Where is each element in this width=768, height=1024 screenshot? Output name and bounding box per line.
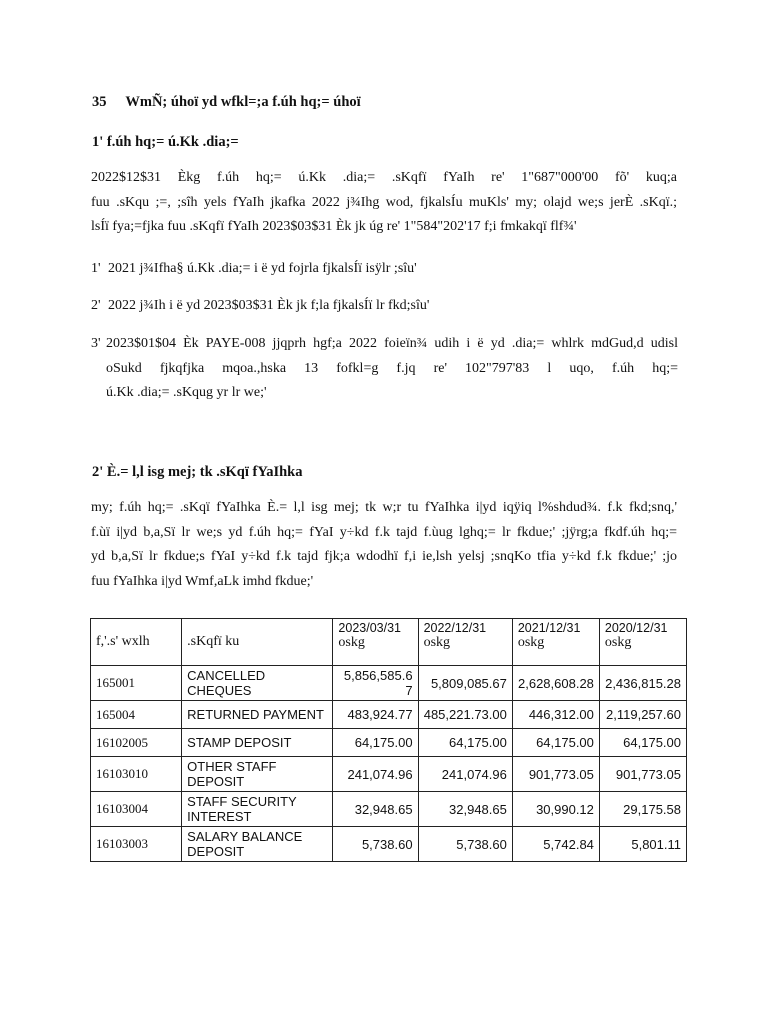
balance-value: 64,175.00 [512, 729, 599, 757]
balance-value: 5,856,585.67 [333, 666, 418, 701]
paragraph-line: my; f.úh hq;= .sKqï fYaIhka È.= l,l isg mej; tk w;r tu fYaIhka i|yd iqÿiq l%shdud¾. f.k fkd;snq,' [91, 500, 677, 515]
list-item-number: 2' [91, 298, 101, 313]
balance-value: 2,436,815.28 [599, 666, 686, 701]
balance-value: 901,773.05 [512, 757, 599, 792]
ledger-number: 165004 [91, 701, 182, 729]
ledger-number: 165001 [91, 666, 182, 701]
list-item-text: 2023$01$04 Èk PAYE-008 jjqprh hgf;a 2022 foieïn¾ udih i ë yd .dia;= whlrk mdGud,d udisl [106, 336, 678, 351]
balance-value: 901,773.05 [599, 757, 686, 792]
subsection-2-paragraph [91, 496, 677, 594]
balance-value: 29,175.58 [599, 792, 686, 827]
balance-value: 64,175.00 [333, 729, 418, 757]
balance-value: 32,948.65 [418, 792, 512, 827]
balance-value: 483,924.77 [333, 701, 418, 729]
header-account-name: .sKqfï ku [182, 619, 333, 666]
list-item [91, 257, 678, 282]
list-item-text: 2021 j¾Ifha§ ú.Kk .dia;= i ë yd fojrla fjkalsÍï isÿlr ;sîu' [108, 261, 417, 276]
table-header-row [91, 619, 687, 666]
balance-value: 5,742.84 [512, 827, 599, 862]
header-date: 2023/03/31 oskg [333, 619, 418, 666]
account-name: SALARY BALANCE DEPOSIT [182, 827, 333, 862]
account-name: STAFF SECURITY INTEREST [182, 792, 333, 827]
table-row [91, 792, 687, 827]
account-name: STAMP DEPOSIT [182, 729, 333, 757]
header-date: 2020/12/31 oskg [599, 619, 686, 666]
section-title: WmÑ; úhoï yd wfkl=;a f.úh hq;= úhoï [125, 94, 361, 110]
balance-value: 485,221.73.00 [418, 701, 512, 729]
account-name: OTHER STAFF DEPOSIT [182, 757, 333, 792]
balances-table [90, 618, 687, 862]
header-date: 2021/12/31 oskg [512, 619, 599, 666]
table-row [91, 666, 687, 701]
balance-value: 5,809,085.67 [418, 666, 512, 701]
list-item-text: ú.Kk .dia;= .sKqug yr lr we;' [106, 385, 267, 400]
ledger-number: 16102005 [91, 729, 182, 757]
account-name: CANCELLED CHEQUES [182, 666, 333, 701]
paragraph-line: f.ùï i|yd b,a,Sï lr we;s yd f.úh hq;= fYaI y÷kd f.k tajd f.ùug lghq;= lr fkdue;' ;jÿrg;a fkdf.úh hq;= [91, 524, 677, 540]
balance-value: 241,074.96 [418, 757, 512, 792]
balance-value: 241,074.96 [333, 757, 418, 792]
table-row [91, 729, 687, 757]
list-item-text: 2022 j¾Ih i ë yd 2023$03$31 Èk jk f;la fjkalsÍï lr fkd;sîu' [108, 298, 430, 313]
balance-value: 64,175.00 [599, 729, 686, 757]
balance-value: 5,801.11 [599, 827, 686, 862]
balance-value: 5,738.60 [418, 827, 512, 862]
balance-value: 2,628,608.28 [512, 666, 599, 701]
balance-value: 30,990.12 [512, 792, 599, 827]
subsection-1-paragraph [91, 166, 677, 240]
table-row [91, 701, 687, 729]
subsection-2-heading: 2' È.= l,l isg mej; tk .sKqï fYaIhka [92, 464, 303, 480]
list-item [91, 294, 678, 319]
account-name: RETURNED PAYMENT [182, 701, 333, 729]
list-item [91, 332, 678, 406]
list-item-text: oSukd fjkqfjka mqoa.,hska 13 fofkl=g f.jq re' 102"797'83 l uqo, f.úh hq;= [106, 360, 678, 376]
balance-value: 64,175.00 [418, 729, 512, 757]
table-row [91, 827, 687, 862]
paragraph-line: fuu fYaIhka i|yd Wmf,aLk imhd fkdue;' [91, 573, 314, 589]
ledger-number: 16103003 [91, 827, 182, 862]
subsection-1-heading: 1' f.úh hq;= ú.Kk .dia;= [92, 134, 239, 150]
paragraph-line: yd b,a,Sï lr fkdue;s fYaI y÷kd f.k tajd fjk;a wdodhï f,i ie,lsh yelsj ;snqKo tfia y÷kd f.k fkdue;' ;jo [91, 549, 677, 564]
paragraph-line: 2022$12$31 Èkg f.úh hq;= ú.Kk .dia;= .sKqfï fYaIh re' 1"687"000'00 fõ' kuq;a [91, 170, 677, 185]
header-ledger-number: f,'.s' wxlh [91, 619, 182, 666]
balance-value: 5,738.60 [333, 827, 418, 862]
ledger-number: 16103010 [91, 757, 182, 792]
list-item-number: 1' [91, 261, 101, 276]
list-item-number: 3' [91, 336, 101, 351]
section-number: 35 [92, 94, 107, 110]
table-row [91, 757, 687, 792]
balance-value: 446,312.00 [512, 701, 599, 729]
header-date: 2022/12/31 oskg [418, 619, 512, 666]
ledger-number: 16103004 [91, 792, 182, 827]
balance-value: 32,948.65 [333, 792, 418, 827]
paragraph-line: lsÍï fya;=fjka fuu .sKqfï fYaIh 2023$03$31 Èk jk úg re' 1"584"202'17 f;i fmkakqï flf¾' [91, 219, 577, 234]
section-heading [92, 94, 361, 111]
balance-value: 2,119,257.60 [599, 701, 686, 729]
paragraph-line: fuu .sKqu ;=, ;sîh yels fYaIh jkafka 2022 j¾Ihg wod, fjkalsÍu muKls' my; olajd we;s jerÈ .sKqï.; [91, 194, 677, 210]
